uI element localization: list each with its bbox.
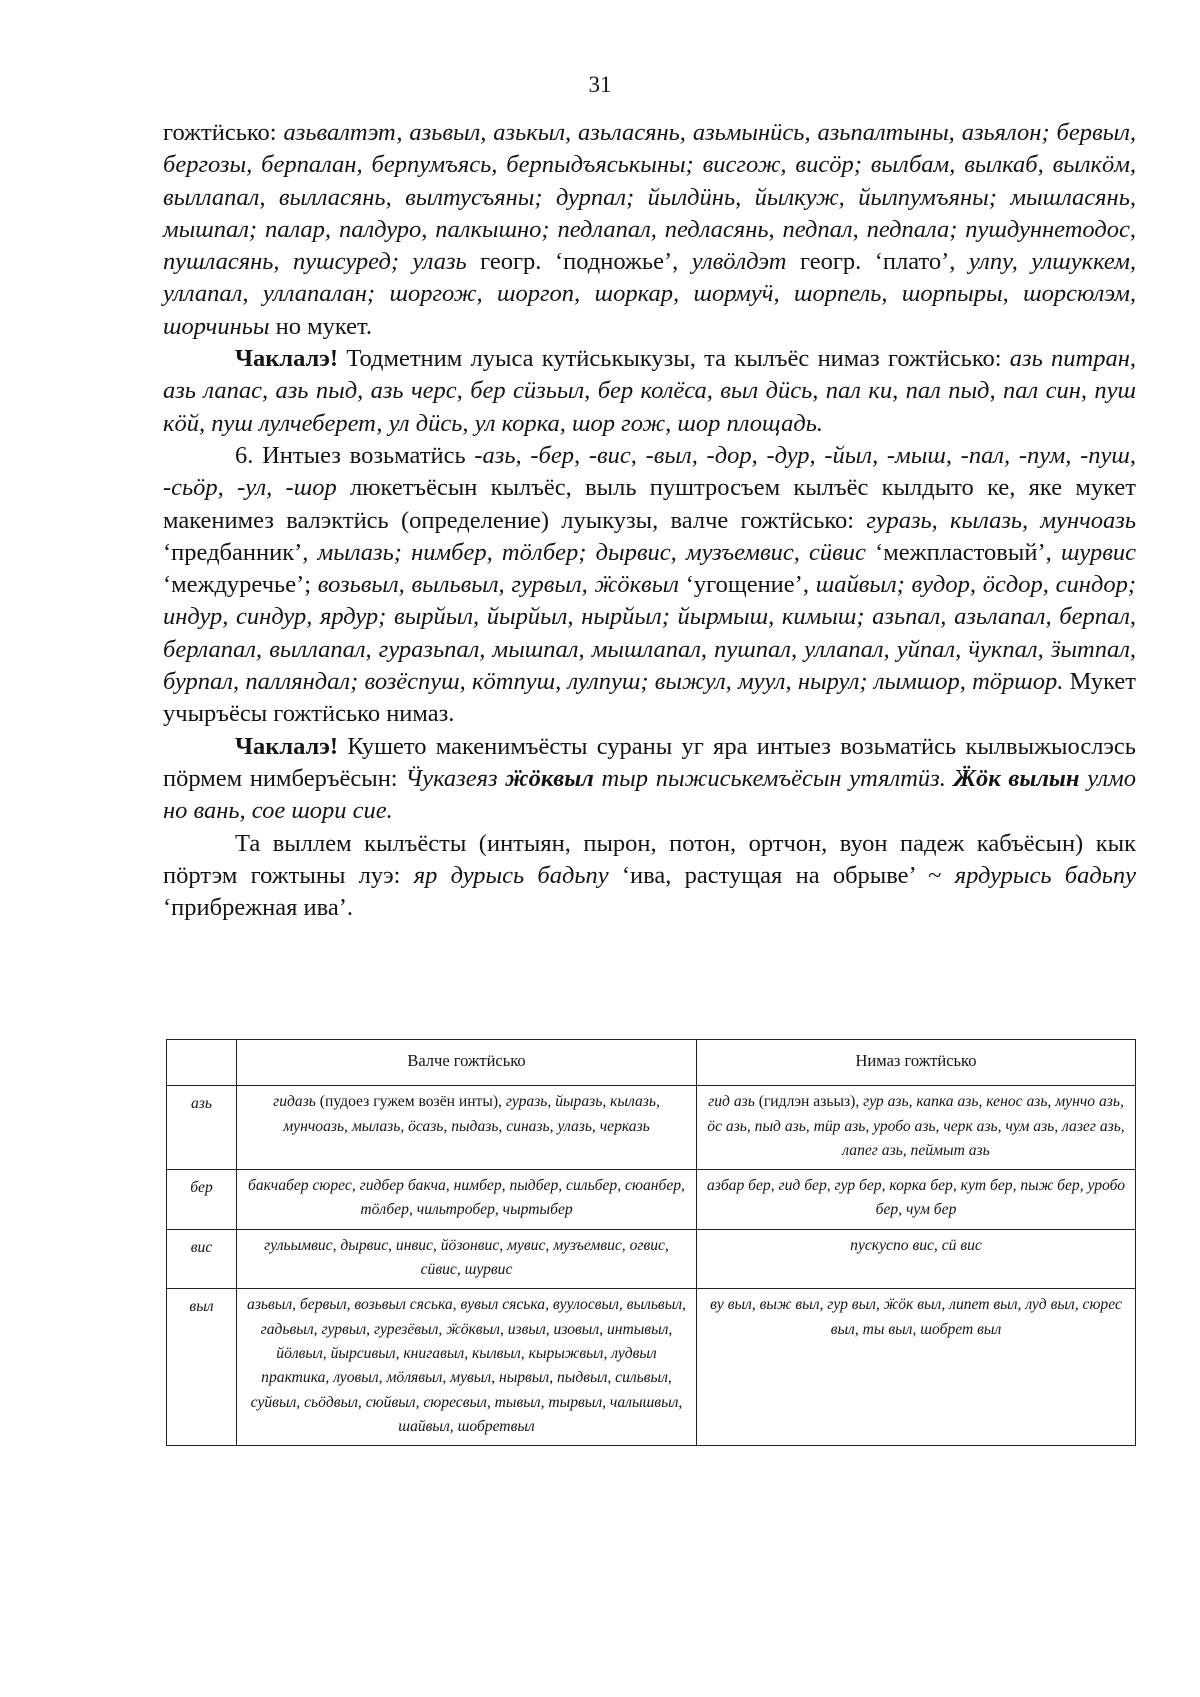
row-suffix-cell: азь — [167, 1086, 237, 1170]
together-cell — [237, 1289, 697, 1446]
bold-run: Чаклалэ! — [235, 732, 339, 760]
table-row — [167, 1289, 1136, 1446]
together-cell — [237, 1086, 697, 1170]
text-run: ‘ива, растущая на обрыве’ ~ — [608, 861, 955, 889]
text-run: ‘прибрежная ива’. — [163, 894, 354, 922]
paragraph — [163, 828, 1136, 925]
table-header-separate: Нимаз гожтӥсько — [697, 1040, 1136, 1086]
separate-cell — [697, 1170, 1136, 1230]
table-header-blank — [167, 1040, 237, 1086]
paragraph — [163, 731, 1136, 828]
row-suffix-cell: выл — [167, 1289, 237, 1446]
text-run: но мукет. — [269, 312, 373, 340]
table-row — [167, 1170, 1136, 1230]
text-run: Кушето макенимъёсты сураны уг яра интыез возьматӥсь кылвыжыослэсь пӧрмем нимберъёсын: — [163, 732, 1136, 792]
italic-run: гуразь, йыразь, кылазь, мунчоазь, мылазь, ӧсазь, пыдазь, синазь, улазь, черказь — [283, 1093, 660, 1135]
italic-run: азбар бер, гид бер, гур бер, корка бер, кут бер, пыж бер, уробо бер, чум бер — [706, 1177, 1126, 1219]
text-run: (гидлэн азьыз), — [754, 1093, 864, 1111]
italic-run: яр дурысь бадьпу — [413, 861, 609, 889]
body-text — [163, 117, 1136, 924]
text-run: (пудоез гужем возён инты), — [315, 1093, 506, 1111]
text-run: геогр. ‘плато’, — [786, 248, 969, 276]
together-cell — [237, 1170, 697, 1230]
table-header-together: Валче гожтӥсько — [237, 1040, 697, 1086]
paragraph — [163, 440, 1136, 731]
italic-run: азь питран, азь лапас, азь пыд, азь черс, бер сӥзьыл, бер колёса, выл дӥсь, пал ки, пал пыд, пал син, пуш кӧй, пуш лулчеберет, ул дӥсь, ул корка, шор гож, шор площадь. — [163, 345, 1136, 437]
italic-run: улмо но вань, сое шори сие. — [163, 764, 1136, 825]
text-run: 6. Интыез возьматӥсь — [235, 441, 475, 469]
text-run: геогр. ‘подножье’, — [466, 248, 692, 276]
table-row — [167, 1086, 1136, 1170]
text-run: люкетъёсын кылъёс, выль пуштросъем кылъёс кылдыто ке, яке мукет макенимез валэктӥсь (определение) луыкузы, валче гожтӥсько: — [163, 474, 1136, 534]
paragraph — [163, 117, 1136, 343]
text-run: ‘предбанник’, — [163, 538, 318, 566]
italic-run: гидазь — [273, 1093, 316, 1111]
italic-run: тыр пыжиськемъёсын утялтӥз. — [593, 764, 954, 792]
text-run: ‘угощение’, — [678, 571, 816, 599]
text-run: Та выллем кылъёсты (интыян, пырон, потон, ортчон, вуон падеж кабъёсын) кык пӧртэм гожтыны луэ: — [163, 829, 1136, 889]
vocabulary-table — [166, 1039, 1136, 1446]
separate-cell — [697, 1289, 1136, 1446]
italic-run: Ӵуказеяз — [405, 764, 506, 792]
table-header-row — [167, 1040, 1136, 1086]
bold-italic-run: ӝӧквыл — [505, 764, 594, 792]
separate-cell — [697, 1086, 1136, 1170]
text-run: ‘межпластовый’, — [865, 538, 1061, 566]
bold-italic-wrap — [954, 765, 1080, 792]
table-row — [167, 1229, 1136, 1289]
italic-run: гур азь, капка азь, кенос азь, мунчо азь, ӧс азь, пыд азь, тӥр азь, уробо азь, черк азь, чум азь, лазег азь, лапег азь, пеймыт азь — [707, 1093, 1125, 1159]
italic-run: гуразь, кылазь, мунчоазь — [866, 506, 1136, 534]
italic-run: мылазь; нимбер, тӧлбер; дырвис, музъемвис, сӥвис — [317, 538, 866, 566]
italic-run: шурвис — [1060, 538, 1136, 566]
italic-run: гид азь — [708, 1093, 755, 1111]
italic-run: бакчабер сюрес, гидбер бакча, нимбер, пыдбер, сильбер, сюанбер, тӧлбер, чильтробер, чыртыбер — [248, 1177, 685, 1219]
italic-run: -азь, -бер, -вис, -выл, -дор, -дур, -йыл, -мыш, -пал, -пум, -пуш, -сьӧр, -ул, -шор — [163, 441, 1136, 502]
text-run: ‘междуречье’; — [163, 571, 318, 599]
bold-italic-run: Ӝӧк вылын — [953, 764, 1080, 792]
separate-cell — [697, 1229, 1136, 1289]
italic-run: ярдурысь бадьпу — [954, 861, 1136, 889]
bold-run: Чаклалэ! — [235, 345, 339, 373]
italic-run: пускуспо вис, сӥ вис — [850, 1236, 982, 1254]
italic-run: шайвыл; вудор, ӧсдор, синдор; индур, синдур, ярдур; вырйыл, йырйыл, нырйыл; йырмыш, кимыш; азьпал, азьлапал, берпал, берлапал, выллапал, гуразьпал, мышпал, мышлапал, пушпал, уллапал, уйпал, ӵукпал, ӟытпал, бурпал, палляндал; возёспуш, кӧтпуш, лулпуш; выжул, муул, нырул; лымшор, тӧршор. — [163, 571, 1136, 696]
text-run: гожтӥсько: — [163, 119, 284, 146]
row-suffix-cell: вис — [167, 1229, 237, 1289]
text-run: Тодметним луыса кутӥськыкузы, та кылъёс нимаз гожтӥсько: — [338, 345, 1010, 373]
italic-run: азьвыл, бервыл, возьвыл сяська, вувыл сяська, вуулосвыл, выльвыл, гадьвыл, гурвыл, гурезёвыл, ӝӧквыл, извыл, изовыл, интывыл, йӧлвыл, йырсивыл, книгавыл, кылвыл, кырыжвыл, лудвыл практика, луовыл, мӧлявыл, мувыл, нырвыл, пыдвыл, сильвыл, суйвыл, сьӧдвыл, сюйвыл, сюресвыл, тывыл, тырвыл, чалышвыл, шайвыл, шобретвыл — [247, 1296, 686, 1435]
italic-run: возьвыл, выльвыл, гурвыл, ӝӧквыл — [317, 571, 679, 599]
row-suffix-cell: бер — [167, 1170, 237, 1230]
italic-run: улвӧлдэт — [691, 248, 787, 276]
text-run: Мукет учыръёсы гожтӥсько нимаз. — [163, 668, 1136, 728]
bold-italic-wrap — [505, 765, 594, 792]
italic-run: улпу, улшуккем, уллапал, уллапалан; шоргож, шоргоп, шоркар, шормуӵ, шорпель, шорпыры, шорсюлэм, шорчиньы — [163, 248, 1136, 340]
page-number: 31 — [588, 72, 612, 97]
italic-run: азьвалтэт, азьвыл, азькыл, азьласянь, азьмынӥсь, азьпалтыны, азьялон; бервыл, бергозы, берпалан, берпумъясь, берпыдъяськыны; висгож, висӧр; вылбам, вылкаб, вылкӧм, выллапал, вылласянь, вылтусъяны; дурпал; йылдӥнь, йылкуж, йылпумъяны; мышласянь, мышпал; палар, палдуро, палкышно; педлапал, педласянь, педпал, педпала; пушдуннетодос, пушласянь, пушсуред; улазь — [163, 119, 1137, 276]
together-cell — [237, 1229, 697, 1289]
italic-run: гульымвис, дырвис, инвис, йӧзонвис, мувис, музъемвис, огвис, сӥвис, шурвис — [264, 1236, 669, 1279]
italic-run: ву выл, выж выл, гур выл, ӝӧк выл, липет выл, луд выл, сюрес выл, ты выл, шобрет выл — [710, 1296, 1122, 1338]
paragraph — [163, 343, 1136, 440]
